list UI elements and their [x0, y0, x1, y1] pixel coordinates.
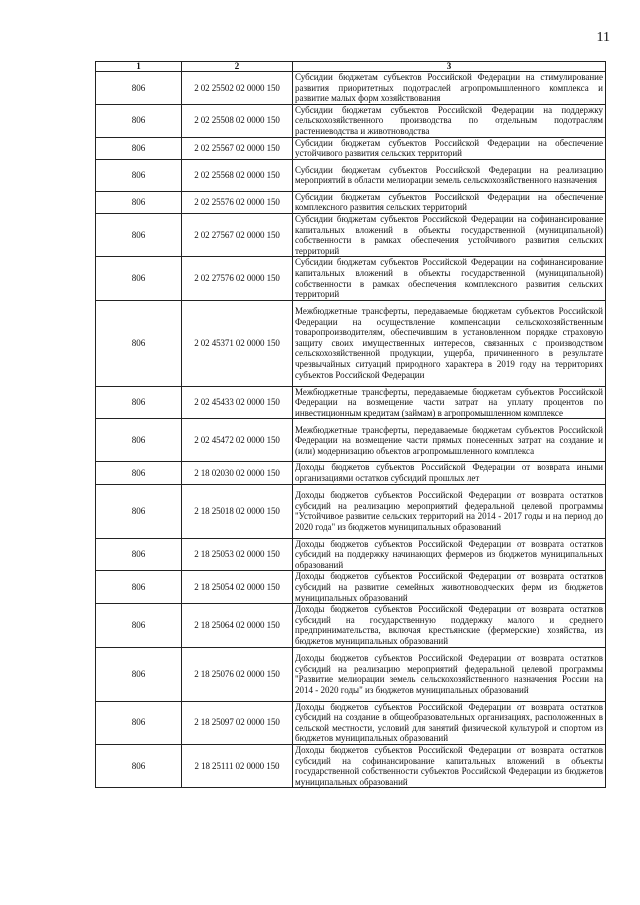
description-cell: Доходы бюджетов субъектов Российской Федерации от возврата остатков субсидий на развитие семейных животноводческих ферм из бюджетов муниципальных образований — [293, 571, 606, 604]
column-header-3: 3 — [293, 62, 606, 72]
admin-code-cell: 806 — [96, 72, 182, 105]
budget-code-cell: 2 18 25064 02 0000 150 — [182, 604, 293, 647]
budget-code-cell: 2 18 25076 02 0000 150 — [182, 647, 293, 701]
table-row — [96, 137, 606, 159]
table-row — [96, 462, 606, 484]
admin-code-cell: 806 — [96, 191, 182, 213]
budget-code-cell: 2 02 45472 02 0000 150 — [182, 419, 293, 462]
admin-code-cell: 806 — [96, 137, 182, 159]
admin-code-cell: 806 — [96, 386, 182, 419]
page-number: 11 — [596, 30, 610, 45]
table-row — [96, 701, 606, 744]
description-cell: Субсидии бюджетам субъектов Российской Федерации на софинансирование капитальных вложений в объекты государственной (муниципальной) собственности в рамках обеспечения устойчивого развития сельских территорий — [293, 213, 606, 256]
description-cell: Межбюджетные трансферты, передаваемые бюджетам субъектов Российской Федерации на возмещение части прямых понесенных затрат на создание и (или) модернизацию объектов агропромышленного комплекса — [293, 419, 606, 462]
table-row — [96, 191, 606, 213]
admin-code-cell: 806 — [96, 257, 182, 300]
table-row — [96, 104, 606, 137]
table-row — [96, 419, 606, 462]
budget-code-cell: 2 18 25111 02 0000 150 — [182, 744, 293, 787]
description-cell: Доходы бюджетов субъектов Российской Федерации от возврата иными организациями остатков субсидий прошлых лет — [293, 462, 606, 484]
budget-code-cell: 2 18 25018 02 0000 150 — [182, 484, 293, 538]
description-cell: Субсидии бюджетам субъектов Российской Федерации на софинансирование капитальных вложений в объекты государственной (муниципальной) собственности в рамках обеспечения комплексного развития сельских территорий — [293, 257, 606, 300]
budget-code-cell: 2 18 02030 02 0000 150 — [182, 462, 293, 484]
table-row — [96, 484, 606, 538]
budget-code-cell: 2 18 25097 02 0000 150 — [182, 701, 293, 744]
budget-code-cell: 2 18 25054 02 0000 150 — [182, 571, 293, 604]
table-row — [96, 159, 606, 191]
table-row — [96, 300, 606, 386]
budget-code-cell: 2 02 25567 02 0000 150 — [182, 137, 293, 159]
budget-code-cell: 2 02 25502 02 0000 150 — [182, 72, 293, 105]
budget-code-cell: 2 02 27567 02 0000 150 — [182, 213, 293, 256]
table-row — [96, 213, 606, 256]
admin-code-cell: 806 — [96, 744, 182, 787]
description-cell: Доходы бюджетов субъектов Российской Федерации от возврата остатков субсидий на реализацию мероприятий федеральной целевой программы "Развитие мелиорации земель сельскохозяйственного назначения России на 2014 - 2020 годы" из бюджетов муниципальных образований — [293, 647, 606, 701]
description-cell: Межбюджетные трансферты, передаваемые бюджетам субъектов Российской Федерации на возмещение части затрат на уплату процентов по инвестиционным кредитам (займам) в агропромышленном комплексе — [293, 386, 606, 419]
column-header-2: 2 — [182, 62, 293, 72]
table-row — [96, 571, 606, 604]
table-row — [96, 744, 606, 787]
table-row — [96, 538, 606, 571]
description-cell: Субсидии бюджетам субъектов Российской Федерации на поддержку сельскохозяйственного производства по отдельным подотраслям растениеводства и животноводства — [293, 104, 606, 137]
budget-code-cell: 2 02 27576 02 0000 150 — [182, 257, 293, 300]
description-cell: Субсидии бюджетам субъектов Российской Федерации на обеспечение комплексного развития сельских территорий — [293, 191, 606, 213]
table-row — [96, 604, 606, 647]
admin-code-cell: 806 — [96, 538, 182, 571]
budget-code-cell: 2 02 25576 02 0000 150 — [182, 191, 293, 213]
description-cell: Доходы бюджетов субъектов Российской Федерации от возврата остатков субсидий на реализацию мероприятий федеральной целевой программы "Устойчивое развитие сельских территорий на 2014 - 2017 годы и на период до 2020 года" из бюджетов муниципальных образований — [293, 484, 606, 538]
table-header-row — [96, 62, 606, 72]
description-cell: Доходы бюджетов субъектов Российской Федерации от возврата остатков субсидий на государственную поддержку малого и среднего предпринимательства, включая крестьянские (фермерские) хозяйства, из бюджетов муниципальных образований — [293, 604, 606, 647]
admin-code-cell: 806 — [96, 419, 182, 462]
admin-code-cell: 806 — [96, 213, 182, 256]
description-cell: Субсидии бюджетам субъектов Российской Федерации на реализацию мероприятий в области мелиорации земель сельскохозяйственного назначения — [293, 159, 606, 191]
table-row — [96, 72, 606, 105]
admin-code-cell: 806 — [96, 484, 182, 538]
description-cell: Межбюджетные трансферты, передаваемые бюджетам субъектов Российской Федерации на осуществление компенсации сельскохозяйственным товаропроизводителям, обеспечившим в установленном порядке страховую защиту своих имущественных интересов, связанных с производством сельскохозяйственной продукции, ущерба, причиненного в результате чрезвычайных ситуаций природного характера в 2019 году на территориях субъектов Российской Федерации — [293, 300, 606, 386]
column-header-1: 1 — [96, 62, 182, 72]
description-cell: Доходы бюджетов субъектов Российской Федерации от возврата остатков субсидий на софинансирование капитальных вложений в объекты государственной собственности субъектов Российской Федерации из бюджетов муниципальных образований — [293, 744, 606, 787]
admin-code-cell: 806 — [96, 159, 182, 191]
description-cell: Доходы бюджетов субъектов Российской Федерации от возврата остатков субсидий на поддержку начинающих фермеров из бюджетов муниципальных образований — [293, 538, 606, 571]
description-cell: Субсидии бюджетам субъектов Российской Федерации на обеспечение устойчивого развития сельских территорий — [293, 137, 606, 159]
admin-code-cell: 806 — [96, 647, 182, 701]
budget-code-cell: 2 02 25508 02 0000 150 — [182, 104, 293, 137]
budget-code-cell: 2 18 25053 02 0000 150 — [182, 538, 293, 571]
admin-code-cell: 806 — [96, 701, 182, 744]
admin-code-cell: 806 — [96, 604, 182, 647]
table-row — [96, 647, 606, 701]
budget-code-cell: 2 02 45371 02 0000 150 — [182, 300, 293, 386]
table-row — [96, 386, 606, 419]
admin-code-cell: 806 — [96, 462, 182, 484]
admin-code-cell: 806 — [96, 104, 182, 137]
budget-code-cell: 2 02 25568 02 0000 150 — [182, 159, 293, 191]
admin-code-cell: 806 — [96, 300, 182, 386]
budget-code-cell: 2 02 45433 02 0000 150 — [182, 386, 293, 419]
budget-codes-table — [95, 61, 606, 788]
admin-code-cell: 806 — [96, 571, 182, 604]
description-cell: Субсидии бюджетам субъектов Российской Федерации на стимулирование развития приоритетных подотраслей агропромышленного комплекса и развитие малых форм хозяйствования — [293, 72, 606, 105]
table-row — [96, 257, 606, 300]
description-cell: Доходы бюджетов субъектов Российской Федерации от возврата остатков субсидий на создание в общеобразовательных организациях, расположенных в сельской местности, условий для занятий физической культурой и спортом из бюджетов муниципальных образований — [293, 701, 606, 744]
